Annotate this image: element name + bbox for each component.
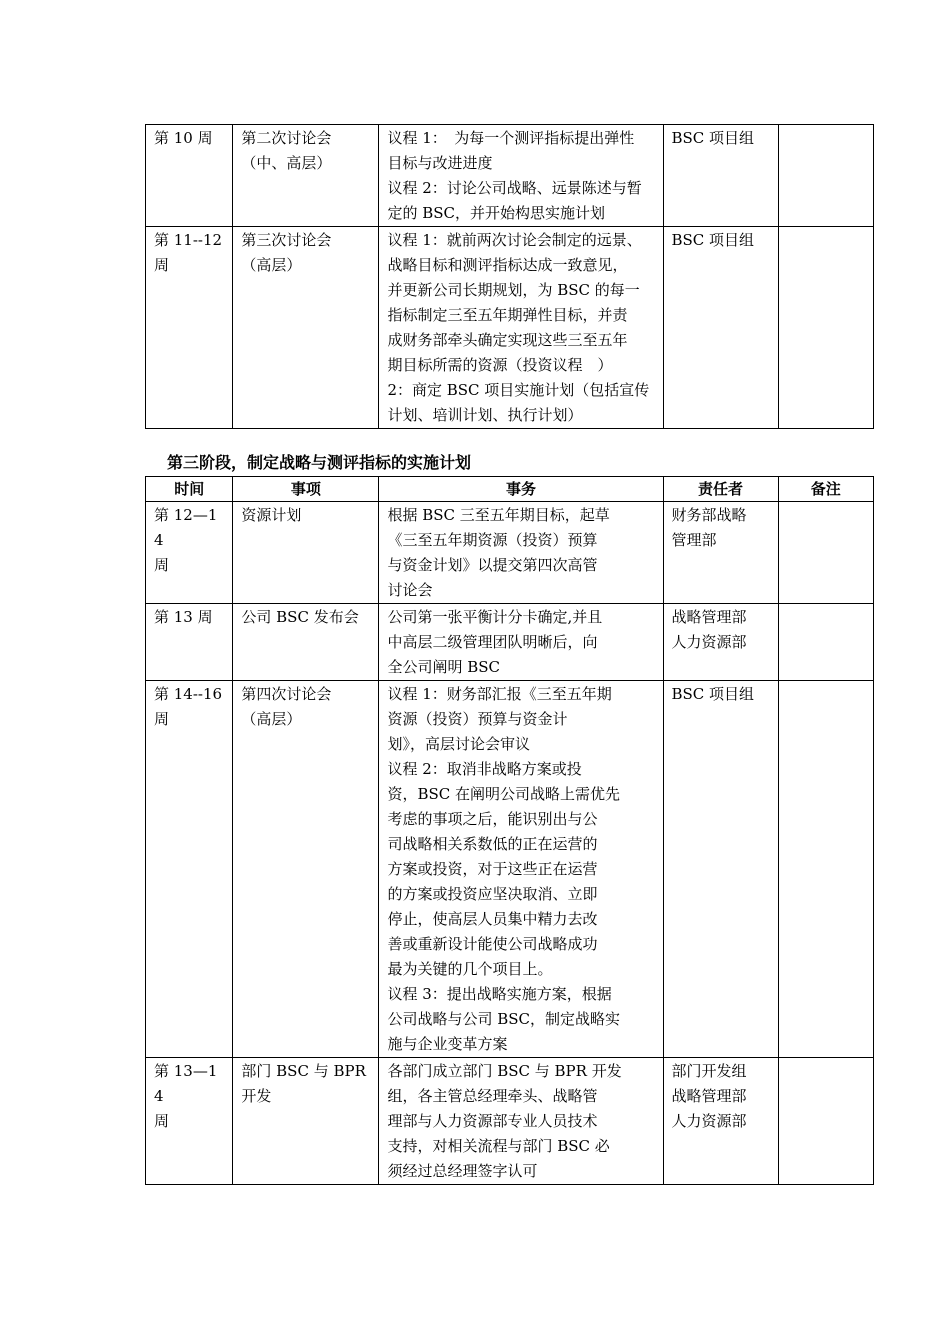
cell-line: 根据 BSC 三至五年期目标，起草 xyxy=(387,506,610,524)
cell-line: 各部门成立部门 BSC 与 BPR 开发 xyxy=(387,1062,622,1080)
cell-line: 周 xyxy=(154,256,170,274)
cell-line: 定的 BSC，并开始构思实施计划 xyxy=(387,204,605,222)
cell-line: 议程 1：财务部汇报《三至五年期 xyxy=(387,685,612,703)
cell-line: 资源（投资）预算与资金计 xyxy=(387,710,568,728)
cell-line: 公司战略与公司 BSC，制定战略实 xyxy=(387,1010,620,1028)
cell-line: BSC 项目组 xyxy=(671,231,755,249)
cell-line: 人力资源部 xyxy=(671,633,747,651)
cell-line: BSC 项目组 xyxy=(671,685,755,703)
cell-line: 指标制定三至五年期弹性目标，并责 xyxy=(387,306,628,324)
cell-line: 目标与改进进度 xyxy=(387,154,493,172)
note-cell xyxy=(778,502,874,604)
cell-line: BSC 项目组 xyxy=(671,129,755,147)
cell-line: 第 13 周 xyxy=(154,608,213,626)
time-cell xyxy=(146,502,233,604)
cell-line: 第 13—14 xyxy=(154,1062,218,1105)
cell-line: 计划、培训计划、执行计划） xyxy=(387,406,583,424)
cell-line: 方案或投资，对于这些正在运营 xyxy=(387,860,598,878)
cell-line: 《三至五年期资源（投资）预算 xyxy=(387,531,598,549)
table-body xyxy=(146,502,874,1185)
cell-line: 成财务部牵头确定实现这些三至五年 xyxy=(387,331,628,349)
table-row xyxy=(146,125,874,227)
cell-line: 周 xyxy=(154,710,170,728)
task-cell xyxy=(379,227,663,429)
phase2-schedule-table xyxy=(145,124,874,429)
note-cell xyxy=(778,681,874,1058)
cell-line: 划》，高层讨论会审议 xyxy=(387,735,530,753)
cell-line: 周 xyxy=(154,556,170,574)
note-cell xyxy=(778,1058,874,1185)
note-cell xyxy=(778,125,874,227)
cell-line: 2：商定 BSC 项目实施计划（包括宣传 xyxy=(387,381,650,399)
cell-line: 公司 BSC 发布会 xyxy=(241,608,359,626)
cell-line: 组，各主管总经理牵头、战略管 xyxy=(387,1087,598,1105)
cell-line: 战略目标和测评指标达成一致意见， xyxy=(387,256,628,274)
time-cell xyxy=(146,604,233,681)
cell-line: 施与企业变革方案 xyxy=(387,1035,508,1053)
item-cell xyxy=(233,227,379,429)
cell-line: 考虑的事项之后，能识别出与公 xyxy=(387,810,598,828)
cell-line: 与资金计划》以提交第四次高管 xyxy=(387,556,598,574)
header-item: 事项 xyxy=(233,477,379,502)
note-cell xyxy=(778,227,874,429)
cell-line: 部门 BSC 与 BPR xyxy=(241,1062,366,1080)
table-row xyxy=(146,227,874,429)
cell-line: 最为关键的几个项目上。 xyxy=(387,960,553,978)
cell-line: 战略管理部 xyxy=(671,608,747,626)
table-row xyxy=(146,502,874,604)
cell-line: 的方案或投资应坚决取消、立即 xyxy=(387,885,598,903)
owner-cell xyxy=(663,604,778,681)
cell-line: 人力资源部 xyxy=(671,1112,747,1130)
cell-line: 资源计划 xyxy=(241,506,302,524)
cell-line: 第三次讨论会 xyxy=(241,231,332,249)
cell-line: 停止，使高层人员集中精力去改 xyxy=(387,910,598,928)
cell-line: 第四次讨论会 xyxy=(241,685,332,703)
table-row xyxy=(146,604,874,681)
cell-line: 资，BSC 在阐明公司战略上需优先 xyxy=(387,785,620,803)
cell-line: 司战略相关系数低的正在运营的 xyxy=(387,835,598,853)
cell-line: 第 14--16 xyxy=(154,685,223,703)
item-cell xyxy=(233,125,379,227)
table-header-row xyxy=(146,477,874,502)
cell-line: 公司第一张平衡计分卡确定,并且 xyxy=(387,608,603,626)
cell-line: 理部与人力资源部专业人员技术 xyxy=(387,1112,598,1130)
cell-line: 战略管理部 xyxy=(671,1087,747,1105)
task-cell xyxy=(379,604,663,681)
cell-line: 议程 1： 为每一个测评指标提出弹性 xyxy=(387,129,635,147)
task-cell xyxy=(379,125,663,227)
cell-line: 支持，对相关流程与部门 BSC 必 xyxy=(387,1137,610,1155)
table-body xyxy=(146,125,874,429)
table-row xyxy=(146,1058,874,1185)
header-owner: 责任者 xyxy=(663,477,778,502)
owner-cell xyxy=(663,1058,778,1185)
cell-line: （高层） xyxy=(241,256,302,274)
header-task: 事务 xyxy=(379,477,663,502)
cell-line: 周 xyxy=(154,1112,170,1130)
owner-cell xyxy=(663,681,778,1058)
cell-line: 议程 2：取消非战略方案或投 xyxy=(387,760,582,778)
item-cell xyxy=(233,1058,379,1185)
section-title: 第三阶段，制定战略与测评指标的实施计划 xyxy=(167,453,472,472)
cell-line: 议程 3：提出战略实施方案，根据 xyxy=(387,985,612,1003)
cell-line: 期目标所需的资源（投资议程 ） xyxy=(387,356,613,374)
header-time: 时间 xyxy=(146,477,233,502)
table-row xyxy=(146,681,874,1058)
owner-cell xyxy=(663,125,778,227)
cell-line: 财务部战略 xyxy=(671,506,747,524)
cell-line: 全公司阐明 BSC xyxy=(387,658,500,676)
time-cell xyxy=(146,227,233,429)
phase3-schedule-table xyxy=(145,476,874,1185)
cell-line: 部门开发组 xyxy=(671,1062,747,1080)
task-cell xyxy=(379,681,663,1058)
item-cell xyxy=(233,604,379,681)
time-cell xyxy=(146,1058,233,1185)
note-cell xyxy=(778,604,874,681)
item-cell xyxy=(233,681,379,1058)
owner-cell xyxy=(663,227,778,429)
item-cell xyxy=(233,502,379,604)
cell-line: （中、高层） xyxy=(241,154,332,172)
owner-cell xyxy=(663,502,778,604)
cell-line: 开发 xyxy=(241,1087,272,1105)
cell-line: 第 12—14 xyxy=(154,506,218,549)
time-cell xyxy=(146,681,233,1058)
cell-line: （高层） xyxy=(241,710,302,728)
cell-line: 议程 2：讨论公司战略、远景陈述与暂 xyxy=(387,179,642,197)
cell-line: 第 11--12 xyxy=(154,231,223,249)
cell-line: 并更新公司长期规划，为 BSC 的每一 xyxy=(387,281,640,299)
cell-line: 第 10 周 xyxy=(154,129,213,147)
header-note: 备注 xyxy=(778,477,874,502)
cell-line: 管理部 xyxy=(671,531,717,549)
cell-line: 中高层二级管理团队明晰后，向 xyxy=(387,633,598,651)
time-cell xyxy=(146,125,233,227)
cell-line: 讨论会 xyxy=(387,581,433,599)
cell-line: 议程 1：就前两次讨论会制定的远景、 xyxy=(387,231,642,249)
task-cell xyxy=(379,502,663,604)
cell-line: 第二次讨论会 xyxy=(241,129,332,147)
task-cell xyxy=(379,1058,663,1185)
cell-line: 须经过总经理签字认可 xyxy=(387,1162,538,1180)
cell-line: 善或重新设计能使公司战略成功 xyxy=(387,935,598,953)
